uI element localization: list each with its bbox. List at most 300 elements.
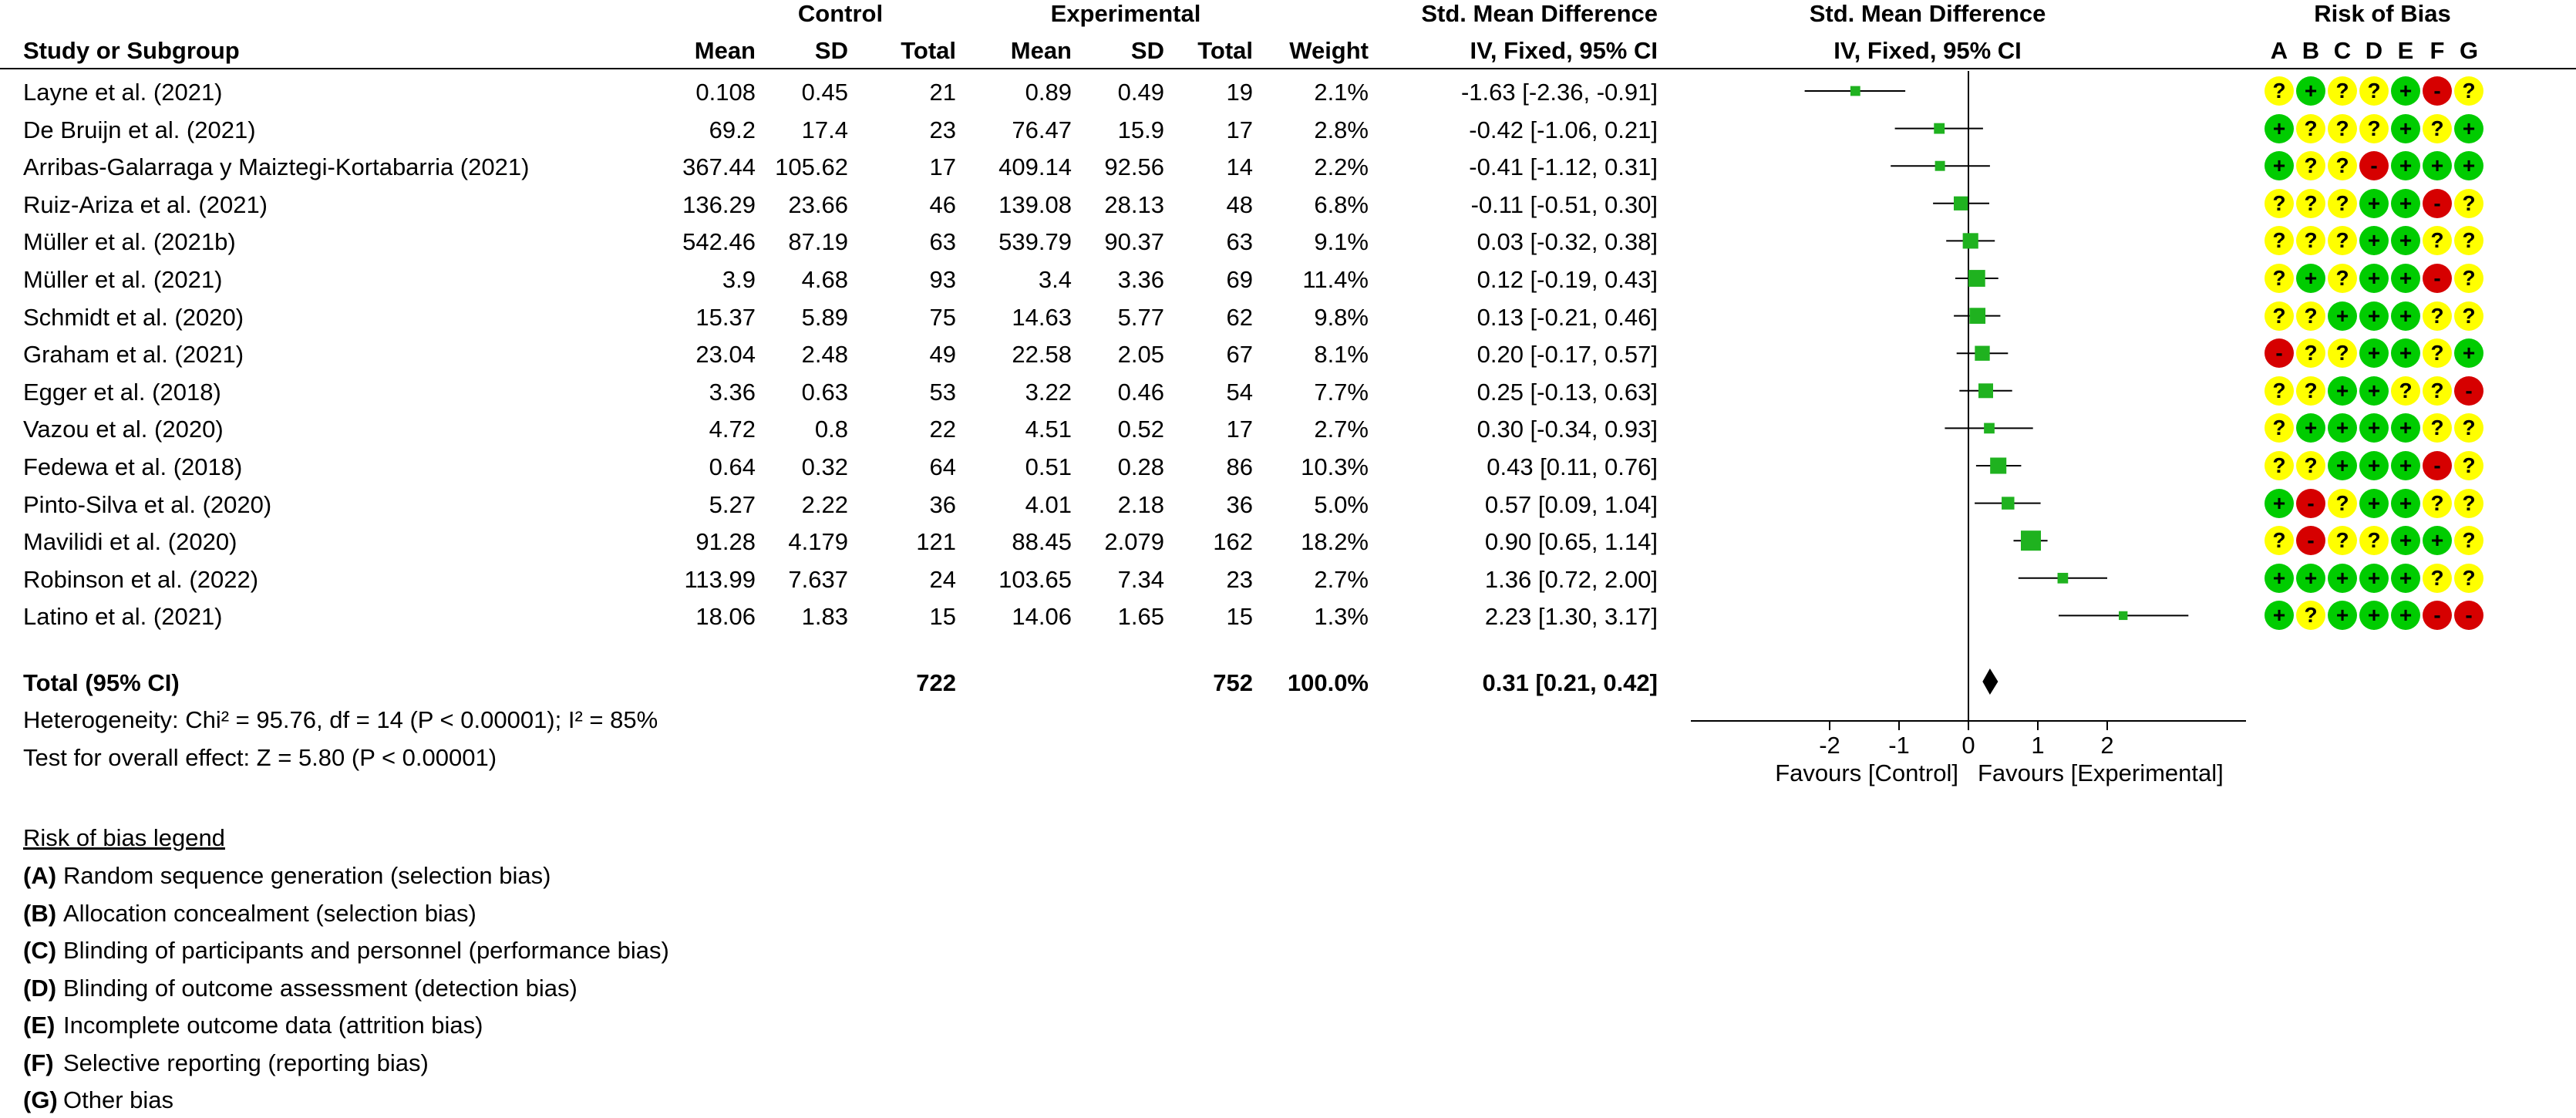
control-sd: 2.22 bbox=[801, 491, 848, 518]
control-mean: 0.64 bbox=[709, 453, 756, 480]
legend-key: (C) bbox=[23, 937, 57, 964]
rob-domain-g: G bbox=[2459, 37, 2479, 64]
rob-judgement: + bbox=[2328, 301, 2357, 331]
rob-judgement: ? bbox=[2454, 226, 2483, 255]
study-effect-marker bbox=[1968, 270, 1985, 287]
experimental-mean: 22.58 bbox=[1012, 341, 1072, 368]
legend-text: Random sequence generation (selection bias) bbox=[63, 862, 551, 889]
legend-text: Blinding of outcome assessment (detection bias) bbox=[63, 975, 577, 1002]
rob-judgement: ? bbox=[2265, 526, 2294, 555]
rob-judgement: ? bbox=[2328, 526, 2357, 555]
rob-judgement: ? bbox=[2265, 301, 2294, 331]
rob-judgement: + bbox=[2328, 601, 2357, 630]
rob-judgement: + bbox=[2391, 526, 2420, 555]
study-smd-ci: -1.63 [-2.36, -0.91] bbox=[1460, 79, 1658, 106]
rob-judgement: ? bbox=[2296, 451, 2325, 480]
legend-key: (F) bbox=[23, 1049, 54, 1076]
x-tick-label: -1 bbox=[1888, 732, 1910, 759]
control-sd: 7.637 bbox=[788, 566, 848, 593]
control-mean: 15.37 bbox=[695, 304, 756, 331]
legend-text: Selective reporting (reporting bias) bbox=[63, 1049, 429, 1076]
control-total: 23 bbox=[929, 116, 956, 143]
rob-judgement: ? bbox=[2265, 451, 2294, 480]
rob-judgement: + bbox=[2359, 451, 2389, 480]
experimental-total: 17 bbox=[1226, 416, 1253, 443]
control-mean: 5.27 bbox=[709, 491, 756, 518]
study-name: Egger et al. (2018) bbox=[23, 379, 221, 406]
plot-method-header: IV, Fixed, 95% CI bbox=[1834, 37, 2022, 64]
control-sd: 0.63 bbox=[801, 379, 848, 406]
rob-judgement: + bbox=[2391, 301, 2420, 331]
study-column-header: Study or Subgroup bbox=[23, 37, 240, 64]
study-name: Ruiz-Ariza et al. (2021) bbox=[23, 191, 268, 218]
control-sd: 0.8 bbox=[814, 416, 848, 443]
study-weight: 2.2% bbox=[1314, 153, 1369, 180]
rob-judgement: ? bbox=[2454, 413, 2483, 443]
study-weight: 5.0% bbox=[1314, 491, 1369, 518]
control-mean: 23.04 bbox=[695, 341, 756, 368]
rob-judgement: ? bbox=[2328, 151, 2357, 180]
control-group-header: Control bbox=[797, 0, 884, 27]
experimental-total: 17 bbox=[1226, 116, 1253, 143]
control-sd: 23.66 bbox=[788, 191, 848, 218]
rob-judgement: + bbox=[2296, 264, 2325, 293]
control-total: 49 bbox=[929, 341, 956, 368]
rob-domain-c: C bbox=[2333, 37, 2352, 64]
experimental-mean: 4.01 bbox=[1025, 491, 1072, 518]
rob-judgement: + bbox=[2359, 301, 2389, 331]
experimental-group-header: Experimental bbox=[1050, 0, 1201, 27]
total-control-n: 722 bbox=[916, 669, 956, 696]
experimental-sd: 2.079 bbox=[1104, 528, 1164, 555]
total-weight: 100.0% bbox=[1287, 669, 1369, 696]
control-total: 121 bbox=[916, 528, 956, 555]
rob-judgement: ? bbox=[2328, 264, 2357, 293]
rob-judgement: ? bbox=[2359, 526, 2389, 555]
experimental-total: 162 bbox=[1213, 528, 1253, 555]
study-smd-ci: 2.23 [1.30, 3.17] bbox=[1484, 603, 1658, 630]
rob-judgement: - bbox=[2454, 601, 2483, 630]
experimental-sd: 15.9 bbox=[1117, 116, 1164, 143]
control-sd: 4.68 bbox=[801, 266, 848, 293]
rob-judgement: + bbox=[2391, 564, 2420, 593]
study-weight: 9.8% bbox=[1314, 304, 1369, 331]
rob-judgement: ? bbox=[2423, 489, 2452, 518]
study-effect-marker bbox=[1850, 86, 1860, 96]
experimental-sd: 0.49 bbox=[1117, 79, 1164, 106]
control-mean: 113.99 bbox=[684, 566, 756, 593]
rob-judgement: + bbox=[2359, 226, 2389, 255]
study-smd-ci: 0.30 [-0.34, 0.93] bbox=[1477, 416, 1658, 443]
control-sd: 5.89 bbox=[801, 304, 848, 331]
control-mean: 3.9 bbox=[722, 266, 756, 293]
rob-judgement: + bbox=[2359, 376, 2389, 406]
rob-judgement: ? bbox=[2296, 151, 2325, 180]
experimental-mean: 409.14 bbox=[998, 153, 1072, 180]
control-mean-header: Mean bbox=[694, 37, 756, 64]
experimental-mean: 103.65 bbox=[998, 566, 1072, 593]
experimental-total: 54 bbox=[1226, 379, 1253, 406]
rob-judgement: ? bbox=[2454, 189, 2483, 218]
study-weight: 1.3% bbox=[1314, 603, 1369, 630]
control-total: 63 bbox=[929, 228, 956, 255]
rob-judgement: + bbox=[2328, 451, 2357, 480]
study-name: Robinson et al. (2022) bbox=[23, 566, 259, 593]
rob-judgement: ? bbox=[2296, 189, 2325, 218]
control-sd: 0.32 bbox=[801, 453, 848, 480]
legend-key: (E) bbox=[23, 1012, 56, 1039]
control-sd: 1.83 bbox=[801, 603, 848, 630]
rob-judgement: + bbox=[2391, 489, 2420, 518]
control-mean: 18.06 bbox=[695, 603, 756, 630]
rob-judgement: + bbox=[2359, 489, 2389, 518]
control-mean: 91.28 bbox=[695, 528, 756, 555]
control-mean: 136.29 bbox=[682, 191, 756, 218]
rob-judgement: ? bbox=[2359, 114, 2389, 143]
control-total: 75 bbox=[929, 304, 956, 331]
study-smd-ci: 0.90 [0.65, 1.14] bbox=[1484, 528, 1658, 555]
rob-judgement: + bbox=[2359, 338, 2389, 368]
study-effect-marker bbox=[2021, 530, 2041, 551]
control-sd-header: SD bbox=[814, 37, 848, 64]
study-smd-ci: 0.25 [-0.13, 0.63] bbox=[1477, 379, 1658, 406]
experimental-sd: 3.36 bbox=[1117, 266, 1164, 293]
experimental-mean: 3.4 bbox=[1038, 266, 1072, 293]
control-total: 36 bbox=[929, 491, 956, 518]
legend-key: (D) bbox=[23, 975, 57, 1002]
study-effect-marker bbox=[1984, 423, 1995, 434]
study-effect-marker bbox=[1978, 383, 1993, 398]
control-mean: 69.2 bbox=[709, 116, 756, 143]
rob-domain-b: B bbox=[2302, 37, 2320, 64]
experimental-sd: 28.13 bbox=[1104, 191, 1164, 218]
rob-judgement: + bbox=[2328, 413, 2357, 443]
experimental-sd: 1.65 bbox=[1117, 603, 1164, 630]
rob-judgement: ? bbox=[2454, 301, 2483, 331]
experimental-sd: 2.05 bbox=[1117, 341, 1164, 368]
study-name: Müller et al. (2021b) bbox=[23, 228, 236, 255]
rob-judgement: ? bbox=[2296, 301, 2325, 331]
control-sd: 105.62 bbox=[775, 153, 848, 180]
favours-control-label: Favours [Control] bbox=[1775, 759, 1958, 786]
rob-judgement: + bbox=[2265, 601, 2294, 630]
control-mean: 4.72 bbox=[709, 416, 756, 443]
rob-judgement: + bbox=[2359, 564, 2389, 593]
study-smd-ci: 0.13 [-0.21, 0.46] bbox=[1477, 304, 1658, 331]
study-weight: 9.1% bbox=[1314, 228, 1369, 255]
study-weight: 8.1% bbox=[1314, 341, 1369, 368]
total-experimental-n: 752 bbox=[1213, 669, 1253, 696]
control-total: 21 bbox=[929, 79, 956, 106]
rob-judgement: + bbox=[2265, 151, 2294, 180]
study-weight: 2.8% bbox=[1314, 116, 1369, 143]
control-total-header: Total bbox=[901, 37, 956, 64]
rob-judgement: ? bbox=[2328, 76, 2357, 106]
control-total: 46 bbox=[929, 191, 956, 218]
heterogeneity-text: Heterogeneity: Chi² = 95.76, df = 14 (P < 0.00001); I² = 85% bbox=[23, 706, 658, 733]
experimental-mean: 14.06 bbox=[1012, 603, 1072, 630]
rob-judgement: ? bbox=[2328, 226, 2357, 255]
study-effect-marker bbox=[1935, 161, 1945, 171]
rob-judgement: + bbox=[2391, 338, 2420, 368]
experimental-sd: 0.28 bbox=[1117, 453, 1164, 480]
control-mean: 542.46 bbox=[682, 228, 756, 255]
study-smd-ci: -0.11 [-0.51, 0.30] bbox=[1470, 191, 1658, 218]
study-name: Müller et al. (2021) bbox=[23, 266, 223, 293]
rob-judgement: + bbox=[2265, 114, 2294, 143]
rob-judgement: - bbox=[2423, 264, 2452, 293]
control-sd: 2.48 bbox=[801, 341, 848, 368]
study-weight: 2.1% bbox=[1314, 79, 1369, 106]
rob-judgement: + bbox=[2423, 151, 2452, 180]
control-mean: 367.44 bbox=[682, 153, 756, 180]
rob-judgement: - bbox=[2359, 151, 2389, 180]
study-effect-marker bbox=[1969, 308, 1985, 324]
pooled-effect-diamond bbox=[1983, 669, 1998, 694]
rob-judgement: - bbox=[2296, 526, 2325, 555]
rob-judgement: + bbox=[2391, 413, 2420, 443]
control-total: 17 bbox=[929, 153, 956, 180]
rob-header-title: Risk of Bias bbox=[2314, 0, 2451, 27]
rob-judgement: ? bbox=[2359, 76, 2389, 106]
rob-judgement: + bbox=[2328, 376, 2357, 406]
rob-domain-f: F bbox=[2430, 37, 2445, 64]
rob-judgement: + bbox=[2328, 564, 2357, 593]
control-total: 15 bbox=[929, 603, 956, 630]
rob-judgement: + bbox=[2296, 413, 2325, 443]
study-effect-marker bbox=[1934, 123, 1945, 134]
rob-judgement: ? bbox=[2454, 526, 2483, 555]
rob-judgement: ? bbox=[2454, 264, 2483, 293]
rob-judgement: ? bbox=[2265, 76, 2294, 106]
control-sd: 0.45 bbox=[801, 79, 848, 106]
study-weight: 2.7% bbox=[1314, 416, 1369, 443]
experimental-mean: 14.63 bbox=[1012, 304, 1072, 331]
legend-key: (B) bbox=[23, 900, 57, 927]
study-name: Graham et al. (2021) bbox=[23, 341, 244, 368]
experimental-total: 69 bbox=[1226, 266, 1253, 293]
experimental-total: 48 bbox=[1226, 191, 1253, 218]
rob-judgement: ? bbox=[2454, 451, 2483, 480]
study-weight: 18.2% bbox=[1301, 528, 1369, 555]
legend-text: Allocation concealment (selection bias) bbox=[63, 900, 476, 927]
rob-judgement: + bbox=[2454, 114, 2483, 143]
control-sd: 17.4 bbox=[801, 116, 848, 143]
rob-judgement: ? bbox=[2391, 376, 2420, 406]
study-smd-ci: 0.12 [-0.19, 0.43] bbox=[1477, 266, 1658, 293]
rob-judgement: + bbox=[2359, 264, 2389, 293]
rob-judgement: + bbox=[2454, 151, 2483, 180]
experimental-mean-header: Mean bbox=[1010, 37, 1072, 64]
rob-judgement: + bbox=[2359, 413, 2389, 443]
favours-experimental-label: Favours [Experimental] bbox=[1978, 759, 2224, 786]
study-weight: 6.8% bbox=[1314, 191, 1369, 218]
rob-judgement: ? bbox=[2423, 301, 2452, 331]
control-sd: 87.19 bbox=[788, 228, 848, 255]
legend-title: Risk of bias legend bbox=[23, 824, 225, 851]
study-weight: 7.7% bbox=[1314, 379, 1369, 406]
rob-domain-e: E bbox=[2397, 37, 2414, 64]
rob-judgement: - bbox=[2423, 601, 2452, 630]
experimental-mean: 0.89 bbox=[1025, 79, 1072, 106]
rob-judgement: + bbox=[2359, 601, 2389, 630]
experimental-total: 62 bbox=[1226, 304, 1253, 331]
rob-judgement: + bbox=[2359, 189, 2389, 218]
rob-judgement: + bbox=[2391, 451, 2420, 480]
rob-judgement: + bbox=[2296, 564, 2325, 593]
rob-judgement: ? bbox=[2265, 264, 2294, 293]
study-name: Pinto-Silva et al. (2020) bbox=[23, 491, 272, 518]
experimental-total: 63 bbox=[1226, 228, 1253, 255]
rob-judgement: ? bbox=[2328, 489, 2357, 518]
rob-judgement: ? bbox=[2423, 114, 2452, 143]
experimental-sd: 0.46 bbox=[1117, 379, 1164, 406]
experimental-sd: 0.52 bbox=[1117, 416, 1164, 443]
rob-judgement: ? bbox=[2454, 76, 2483, 106]
rob-judgement: + bbox=[2423, 526, 2452, 555]
rob-judgement: ? bbox=[2265, 189, 2294, 218]
rob-judgement: ? bbox=[2328, 338, 2357, 368]
plot-header-title: Std. Mean Difference bbox=[1809, 0, 2046, 27]
experimental-mean: 76.47 bbox=[1012, 116, 1072, 143]
rob-domain-d: D bbox=[2365, 37, 2383, 64]
rob-judgement: ? bbox=[2265, 413, 2294, 443]
rob-judgement: ? bbox=[2265, 376, 2294, 406]
rob-judgement: - bbox=[2265, 338, 2294, 368]
study-name: Vazou et al. (2020) bbox=[23, 416, 224, 443]
overall-effect-text: Test for overall effect: Z = 5.80 (P < 0.00001) bbox=[23, 744, 497, 771]
experimental-mean: 0.51 bbox=[1025, 453, 1072, 480]
study-weight: 2.7% bbox=[1314, 566, 1369, 593]
study-name: De Bruijn et al. (2021) bbox=[23, 116, 256, 143]
study-effect-marker bbox=[2058, 573, 2069, 584]
study-effect-marker bbox=[2002, 497, 2014, 509]
control-total: 93 bbox=[929, 266, 956, 293]
experimental-total: 15 bbox=[1226, 603, 1253, 630]
experimental-sd: 92.56 bbox=[1104, 153, 1164, 180]
experimental-total: 19 bbox=[1226, 79, 1253, 106]
rob-judgement: - bbox=[2296, 489, 2325, 518]
experimental-total: 14 bbox=[1226, 153, 1253, 180]
study-name: Layne et al. (2021) bbox=[23, 79, 223, 106]
rob-judgement: ? bbox=[2423, 338, 2452, 368]
legend-key: (A) bbox=[23, 862, 57, 889]
experimental-total-header: Total bbox=[1197, 37, 1253, 64]
rob-judgement: + bbox=[2391, 151, 2420, 180]
control-total: 64 bbox=[929, 453, 956, 480]
study-effect-marker bbox=[1954, 197, 1968, 210]
rob-judgement: ? bbox=[2296, 376, 2325, 406]
study-name: Mavilidi et al. (2020) bbox=[23, 528, 237, 555]
rob-judgement: - bbox=[2454, 376, 2483, 406]
rob-judgement: - bbox=[2423, 451, 2452, 480]
control-mean: 3.36 bbox=[709, 379, 756, 406]
x-tick-label: 0 bbox=[1961, 732, 1975, 759]
rob-judgement: + bbox=[2265, 489, 2294, 518]
weight-header: Weight bbox=[1289, 37, 1369, 64]
smd-method-header: IV, Fixed, 95% CI bbox=[1470, 37, 1658, 64]
study-name: Latino et al. (2021) bbox=[23, 603, 223, 630]
study-smd-ci: -0.41 [-1.12, 0.31] bbox=[1469, 153, 1658, 180]
legend-text: Incomplete outcome data (attrition bias) bbox=[63, 1012, 483, 1039]
rob-judgement: + bbox=[2296, 76, 2325, 106]
rob-judgement: ? bbox=[2423, 413, 2452, 443]
legend-text: Blinding of participants and personnel (performance bias) bbox=[63, 937, 669, 964]
study-effect-marker bbox=[2119, 611, 2127, 620]
study-smd-ci: 0.43 [0.11, 0.76] bbox=[1487, 453, 1658, 480]
study-name: Arribas-Galarraga y Maiztegi-Kortabarria (2021) bbox=[23, 153, 530, 180]
x-tick-label: 2 bbox=[2100, 732, 2114, 759]
rob-judgement: ? bbox=[2454, 564, 2483, 593]
rob-judgement: + bbox=[2265, 564, 2294, 593]
study-effect-marker bbox=[1990, 457, 2006, 473]
study-smd-ci: 1.36 [0.72, 2.00] bbox=[1484, 566, 1658, 593]
experimental-sd: 5.77 bbox=[1117, 304, 1164, 331]
rob-domain-a: A bbox=[2270, 37, 2288, 64]
rob-judgement: + bbox=[2391, 189, 2420, 218]
rob-judgement: + bbox=[2391, 601, 2420, 630]
legend-text: Other bias bbox=[63, 1086, 174, 1113]
rob-judgement: ? bbox=[2265, 226, 2294, 255]
study-name: Fedewa et al. (2018) bbox=[23, 453, 243, 480]
rob-judgement: ? bbox=[2296, 114, 2325, 143]
experimental-mean: 539.79 bbox=[998, 228, 1072, 255]
study-smd-ci: 0.03 [-0.32, 0.38] bbox=[1477, 228, 1658, 255]
experimental-mean: 4.51 bbox=[1025, 416, 1072, 443]
total-label: Total (95% CI) bbox=[23, 669, 180, 696]
rob-judgement: ? bbox=[2296, 338, 2325, 368]
experimental-sd-header: SD bbox=[1130, 37, 1164, 64]
experimental-sd: 7.34 bbox=[1117, 566, 1164, 593]
study-effect-marker bbox=[1975, 346, 1989, 361]
control-total: 24 bbox=[929, 566, 956, 593]
experimental-total: 86 bbox=[1226, 453, 1253, 480]
control-total: 53 bbox=[929, 379, 956, 406]
experimental-total: 67 bbox=[1226, 341, 1253, 368]
rob-judgement: ? bbox=[2328, 114, 2357, 143]
rob-judgement: + bbox=[2391, 226, 2420, 255]
rob-judgement: + bbox=[2454, 338, 2483, 368]
experimental-total: 36 bbox=[1226, 491, 1253, 518]
experimental-mean: 3.22 bbox=[1025, 379, 1072, 406]
legend-key: (G) bbox=[23, 1086, 58, 1113]
x-tick-label: 1 bbox=[2031, 732, 2045, 759]
study-smd-ci: 0.20 [-0.17, 0.57] bbox=[1477, 341, 1658, 368]
study-effect-marker bbox=[1963, 233, 1978, 248]
rob-judgement: ? bbox=[2454, 489, 2483, 518]
total-smd-ci: 0.31 [0.21, 0.42] bbox=[1482, 669, 1658, 696]
rob-judgement: ? bbox=[2423, 564, 2452, 593]
rob-judgement: ? bbox=[2328, 189, 2357, 218]
study-weight: 10.3% bbox=[1301, 453, 1369, 480]
experimental-mean: 139.08 bbox=[998, 191, 1072, 218]
rob-judgement: ? bbox=[2423, 226, 2452, 255]
rob-judgement: ? bbox=[2423, 376, 2452, 406]
rob-judgement: + bbox=[2391, 76, 2420, 106]
control-sd: 4.179 bbox=[788, 528, 848, 555]
study-name: Schmidt et al. (2020) bbox=[23, 304, 244, 331]
rob-judgement: ? bbox=[2296, 601, 2325, 630]
experimental-sd: 90.37 bbox=[1104, 228, 1164, 255]
study-smd-ci: -0.42 [-1.06, 0.21] bbox=[1469, 116, 1658, 143]
study-smd-ci: 0.57 [0.09, 1.04] bbox=[1484, 491, 1658, 518]
experimental-total: 23 bbox=[1226, 566, 1253, 593]
control-mean: 0.108 bbox=[695, 79, 756, 106]
rob-judgement: ? bbox=[2296, 226, 2325, 255]
rob-judgement: - bbox=[2423, 189, 2452, 218]
smd-header-title: Std. Mean Difference bbox=[1421, 0, 1658, 27]
rob-judgement: - bbox=[2423, 76, 2452, 106]
